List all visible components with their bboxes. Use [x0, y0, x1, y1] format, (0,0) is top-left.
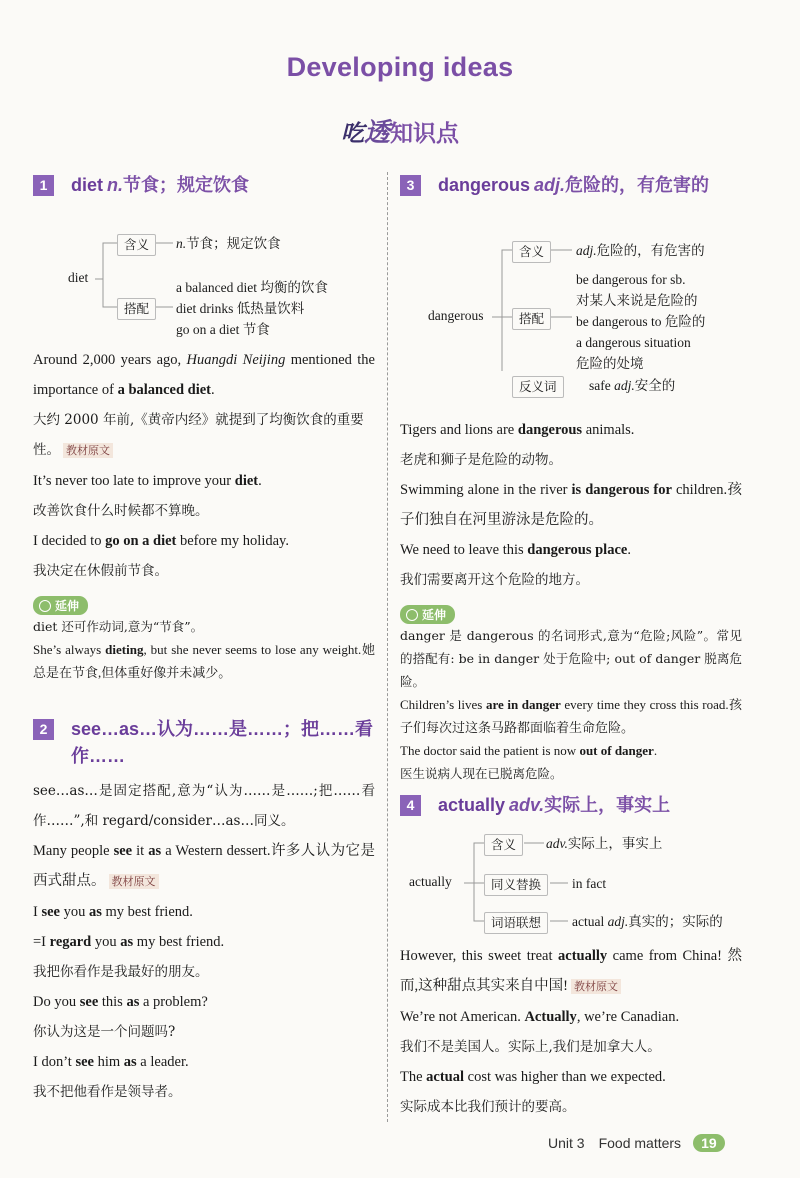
section-dangerous — [400, 172, 742, 785]
example-1: Many people see it as a Western dessert.许多人认为它是西式甜点。 教材原文 — [33, 843, 375, 889]
mind-label-collocation: 搭配 — [117, 298, 156, 320]
extension-translation-2: 医生说病人现在已脱离危险。 — [400, 766, 563, 781]
example-3: I decided to go on a diet before my holiday. — [33, 533, 289, 549]
example-3: We need to leave this dangerous place. — [400, 542, 631, 558]
mind-map — [33, 207, 375, 337]
textbook-tag: 教材原文 — [109, 874, 159, 889]
section-number: 2 — [33, 719, 54, 740]
examples — [33, 776, 375, 1107]
section-subtitle — [0, 112, 800, 149]
section-number: 4 — [400, 795, 421, 816]
mind-root: actually — [409, 874, 452, 889]
headword-meaning: 危险的，有危害的 — [565, 175, 710, 195]
examples — [33, 345, 375, 586]
part-of-speech: adv. — [509, 795, 545, 815]
extension-icon — [39, 600, 51, 612]
footer-unit: Unit 3 — [548, 1135, 585, 1151]
mind-leaf-antonym: safe adj.安全的 — [589, 378, 676, 393]
example-3: Do you see this as a problem? — [33, 994, 208, 1010]
example-2: I see you as my best friend. — [33, 904, 193, 920]
explanation: see…as…是固定搭配,意为“认为……是……;把……看作……”,和 regard/consider…as…同义。 — [33, 783, 375, 829]
mind-root: dangerous — [428, 308, 484, 323]
translation-3: 你认为这是一个问题吗? — [33, 1024, 176, 1040]
extension-box — [33, 596, 375, 684]
mind-leaf-collocation-2: diet drinks 低热量饮料 — [176, 301, 305, 316]
column-divider — [387, 172, 388, 1122]
section-number: 1 — [33, 175, 54, 196]
example-4: I don’t see him as a leader. — [33, 1054, 189, 1070]
page-footer — [548, 1134, 725, 1152]
footer-topic: Food matters — [598, 1135, 682, 1151]
part-of-speech: adj. — [534, 175, 566, 195]
section-see-as — [33, 716, 375, 1107]
mind-leaf-collocation-3: go on a diet 节食 — [176, 322, 270, 337]
mind-leaf-collocation-1: be dangerous for sb. — [576, 272, 686, 287]
section-actually — [400, 792, 742, 1122]
headword-meaning: 实际上，事实上 — [544, 795, 671, 815]
mind-leaf-collocation-2: 对某人来说是危险的 — [576, 293, 698, 308]
extension-badge: 延伸 — [33, 596, 88, 615]
mind-map — [400, 825, 742, 933]
extension-icon — [406, 609, 418, 621]
mind-leaf-association: actual adj.真实的；实际的 — [572, 914, 723, 929]
examples — [400, 941, 742, 1122]
mind-leaf-meaning: n.节食；规定饮食 — [176, 236, 281, 251]
example-1: However, this sweet treat actually came from China! 然而,这种甜点其实来自中国! 教材原文 — [400, 948, 742, 994]
textbook-tag: 教材原文 — [63, 443, 113, 458]
headword: dangerous — [438, 175, 531, 195]
page-title: Developing ideas — [286, 52, 514, 82]
section-heading — [33, 172, 375, 199]
translation-2: 我把你看作是我最好的朋友。 — [33, 964, 209, 980]
mind-label-association: 词语联想 — [484, 912, 548, 934]
example-2: It’s never too late to improve your diet. — [33, 473, 262, 489]
section-heading — [400, 172, 742, 199]
section-heading — [33, 716, 375, 770]
textbook-tag: 教材原文 — [571, 979, 621, 994]
mind-label-meaning: 含义 — [484, 834, 523, 856]
translation-3: 我们需要离开这个危险的地方。 — [400, 572, 589, 588]
mind-leaf-collocation-1: a balanced diet 均衡的饮食 — [176, 280, 328, 295]
translation-2: 我们不是美国人。实际上,我们是加拿大人。 — [400, 1039, 661, 1055]
mind-label-collocation: 搭配 — [512, 308, 551, 330]
extension-note: danger 是 dangerous 的名词形式,意为“危险;风险”。常见的搭配有: be in danger 处于危险中; out of danger 脱离危险。 — [400, 628, 742, 689]
mind-leaf-synonym: in fact — [572, 876, 607, 891]
extension-box — [400, 605, 742, 785]
example-2: Swimming alone in the river is dangerous for children.孩子们独自在河里游泳是危险的。 — [400, 482, 742, 528]
examples — [400, 415, 742, 595]
mind-leaf-meaning: adj.危险的，有危害的 — [576, 243, 705, 258]
example-2-alt: =I regard you as my best friend. — [33, 934, 225, 950]
translation-1: 老虎和狮子是危险的动物。 — [400, 452, 562, 468]
headword-meaning: 节食；规定饮食 — [123, 175, 250, 195]
mind-leaf-collocation-4: a dangerous situation — [576, 335, 691, 350]
translation-3: 我决定在休假前节食。 — [33, 563, 168, 579]
mind-map — [400, 205, 742, 394]
mind-label-meaning: 含义 — [117, 234, 156, 256]
headword: see…as…认为……是……；把……看作…… — [71, 719, 374, 766]
mind-leaf-collocation-5: 危险的处境 — [576, 356, 644, 371]
section-number: 3 — [400, 175, 421, 196]
mind-leaf-collocation-3: be dangerous to 危险的 — [576, 314, 706, 329]
extension-example: She’s always dieting, but she never seems to lose any weight.她总是在节食,但体重好像并未减少。 — [33, 642, 375, 680]
mind-label-meaning: 含义 — [512, 241, 551, 263]
example-1: Around 2,000 years ago, Huangdi Neijing mentioned the importance of a balanced diet. — [33, 352, 375, 398]
example-2: We’re not American. Actually, we’re Canadian. — [400, 1009, 680, 1025]
mind-label-synonym: 同义替换 — [484, 874, 548, 896]
example-3: The actual cost was higher than we expected. — [400, 1069, 666, 1085]
part-of-speech: n. — [107, 175, 124, 195]
translation-1: 大约 2000 年前,《黄帝内经》就提到了均衡饮食的重要性。 教材原文 — [33, 412, 364, 458]
translation-3: 实际成本比我们预计的要高。 — [400, 1099, 576, 1115]
section-diet — [33, 172, 375, 684]
mind-root: diet — [68, 270, 89, 285]
section-heading — [400, 792, 742, 819]
mind-leaf-meaning: adv.实际上，事实上 — [546, 836, 663, 851]
headword: actually — [438, 795, 506, 815]
subtitle-rest: 知识点 — [390, 121, 459, 147]
translation-4: 我不把他看作是领导者。 — [33, 1084, 182, 1100]
example-1: Tigers and lions are dangerous animals. — [400, 422, 635, 438]
mind-label-antonym: 反义词 — [512, 376, 564, 398]
extension-example-2: The doctor said the patient is now out of danger. — [400, 743, 658, 758]
subtitle-char-1: 吃 — [340, 121, 364, 147]
extension-note: diet 还可作动词,意为“节食”。 — [33, 619, 204, 634]
translation-2: 改善饮食什么时候都不算晚。 — [33, 503, 209, 519]
page-number: 19 — [693, 1134, 725, 1152]
extension-badge: 延伸 — [400, 605, 455, 624]
subtitle-char-2: 透 — [363, 118, 390, 148]
extension-example-1: Children’s lives are in danger every time they cross this road.孩子们每次过这条马路都面临着生命危险。 — [400, 697, 742, 735]
headword: diet — [71, 175, 104, 195]
